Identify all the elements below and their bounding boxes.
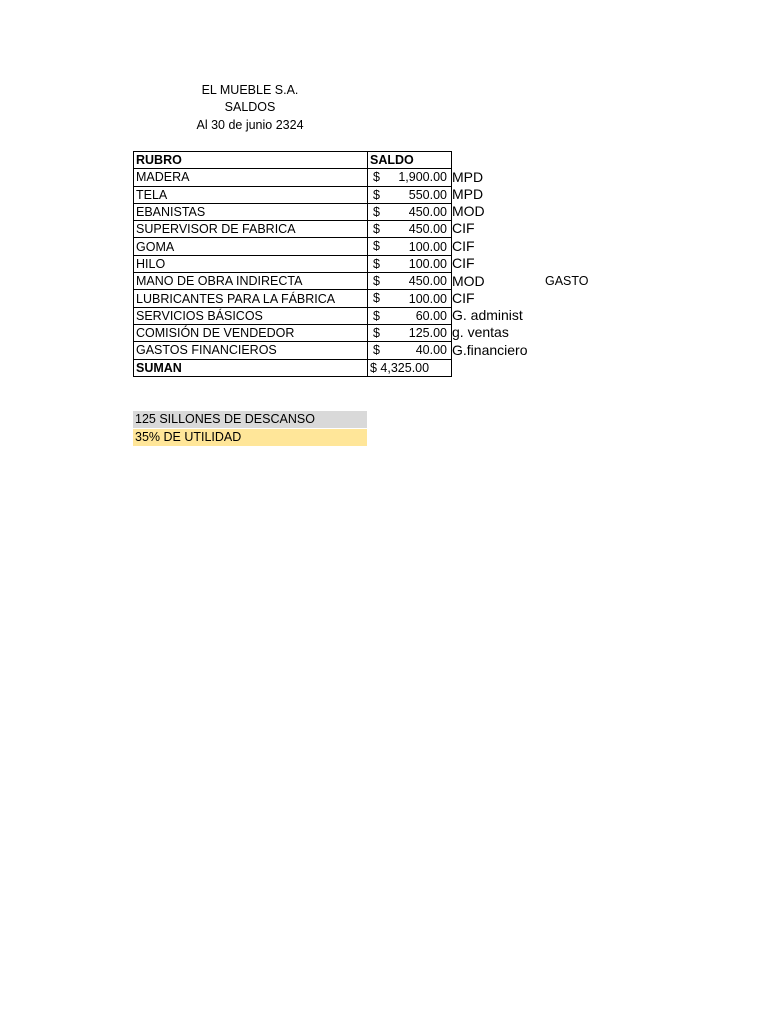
currency-symbol: $	[373, 239, 380, 254]
category-label: MOD	[452, 273, 485, 289]
rubro-cell[interactable]: TELA	[134, 186, 368, 203]
table-row	[134, 255, 452, 272]
column-header-rubro: RUBRO	[134, 152, 368, 169]
currency-symbol: $	[373, 343, 380, 358]
table-row	[134, 290, 452, 307]
rubro-cell[interactable]: SERVICIOS BÁSICOS	[134, 307, 368, 324]
category-label: CIF	[452, 255, 475, 271]
amount: 450.00	[408, 274, 447, 289]
currency-symbol: $	[373, 274, 380, 289]
amount: 1,900.00	[398, 170, 447, 185]
table-row	[134, 324, 452, 341]
currency-symbol: $	[373, 204, 380, 219]
category-label: MOD	[452, 203, 485, 219]
amount: 550.00	[408, 187, 447, 202]
saldo-cell[interactable]	[368, 221, 452, 238]
amount: 40.00	[415, 343, 447, 358]
saldo-cell[interactable]	[368, 273, 452, 290]
table-row	[134, 342, 452, 359]
saldo-cell[interactable]	[368, 186, 452, 203]
units-note[interactable]: 125 SILLONES DE DESCANSO	[133, 411, 367, 428]
table-total-row	[134, 359, 452, 376]
category-label: MPD	[452, 169, 484, 185]
saldo-cell[interactable]	[368, 203, 452, 220]
amount: 125.00	[408, 326, 447, 341]
rubro-cell[interactable]: MANO DE OBRA INDIRECTA	[134, 273, 368, 290]
category-label: MPD	[452, 186, 484, 202]
saldo-cell[interactable]	[368, 238, 452, 255]
rubro-cell[interactable]: GASTOS FINANCIEROS	[134, 342, 368, 359]
table-row	[134, 203, 452, 220]
amount: 450.00	[408, 222, 447, 237]
saldo-cell[interactable]	[368, 255, 452, 272]
table-row	[134, 169, 452, 186]
currency-symbol: $	[373, 291, 380, 306]
rubro-cell[interactable]: SUPERVISOR DE FABRICA	[134, 221, 368, 238]
saldo-cell[interactable]	[368, 169, 452, 186]
currency-symbol: $	[373, 308, 380, 323]
table-row	[134, 273, 452, 290]
table-row	[134, 307, 452, 324]
category-label: CIF	[452, 238, 475, 254]
rubro-cell[interactable]: EBANISTAS	[134, 203, 368, 220]
category-label: G.financiero	[452, 342, 528, 358]
amount: 100.00	[408, 256, 447, 271]
currency-symbol: $	[373, 187, 380, 202]
currency-symbol: $	[373, 170, 380, 185]
currency-symbol: $	[373, 256, 380, 271]
currency-symbol: $	[373, 222, 380, 237]
rubro-cell[interactable]: LUBRICANTES PARA LA FÁBRICA	[134, 290, 368, 307]
saldo-cell[interactable]	[368, 342, 452, 359]
saldo-cell[interactable]	[368, 290, 452, 307]
category-label: CIF	[452, 290, 475, 306]
rubro-cell[interactable]: HILO	[134, 255, 368, 272]
table-row	[134, 221, 452, 238]
amount: 450.00	[408, 205, 447, 220]
report-subtitle: SALDOS	[224, 100, 276, 114]
saldos-table	[133, 151, 452, 377]
rubro-cell[interactable]: MADERA	[134, 169, 368, 186]
column-header-saldo: SALDO	[368, 152, 452, 169]
category-label: CIF	[452, 220, 475, 236]
gasto-note: GASTO	[545, 274, 589, 288]
table-row	[134, 238, 452, 255]
category-label: g. ventas	[452, 324, 509, 340]
amount: 100.00	[408, 239, 447, 254]
category-label: G. administ	[452, 307, 523, 323]
total-value[interactable]: $ 4,325.00	[368, 359, 452, 376]
rubro-cell[interactable]: COMISIÓN DE VENDEDOR	[134, 324, 368, 341]
profit-note[interactable]: 35% DE UTILIDAD	[133, 429, 367, 446]
rubro-cell[interactable]: GOMA	[134, 238, 368, 255]
currency-symbol: $	[373, 325, 380, 340]
company-name: EL MUEBLE S.A.	[201, 83, 299, 97]
report-date: Al 30 de junio 2324	[196, 118, 304, 132]
table-row	[134, 186, 452, 203]
amount: 60.00	[415, 308, 447, 323]
table-header-row	[134, 152, 452, 169]
saldo-cell[interactable]	[368, 307, 452, 324]
saldo-cell[interactable]	[368, 324, 452, 341]
amount: 100.00	[408, 291, 447, 306]
total-label[interactable]: SUMAN	[134, 359, 368, 376]
